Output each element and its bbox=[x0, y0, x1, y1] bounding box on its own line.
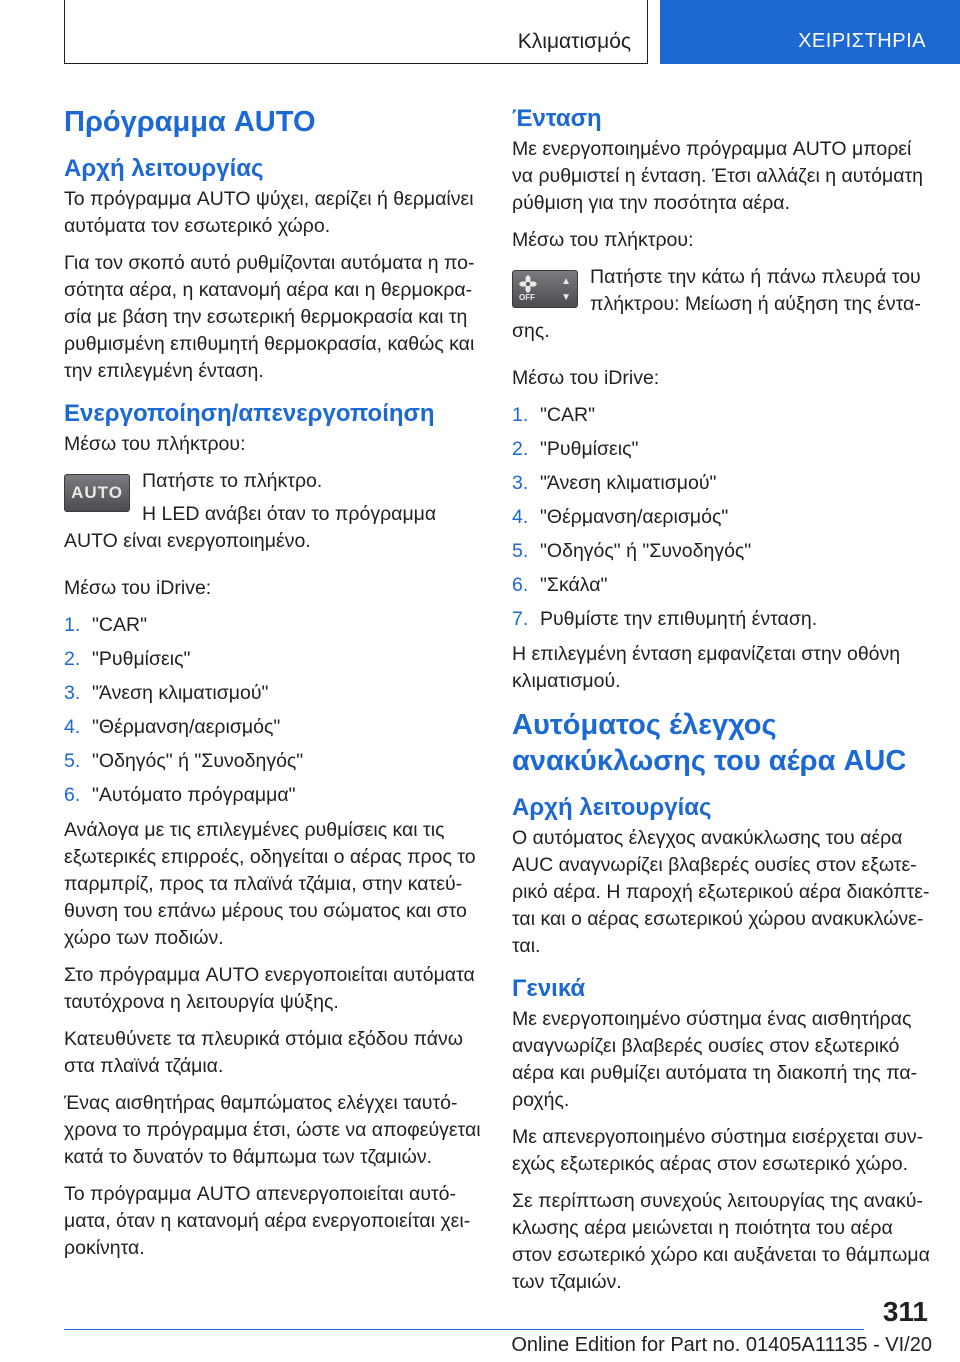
paragraph: Το πρόγραμμα AUTO ψύχει, αερίζει ή θερμαίνει αυτόματα τον εσωτερικό χώρο. bbox=[64, 188, 474, 237]
paragraph: Με ενεργοποιημένο σύστημα ένας αισθητήρας αναγνωρίζει βλαβερές ουσίες στον εξωτερικό αέρα και ρυθμίζει αυτόματα τη διακοπή της παροχής. bbox=[512, 1008, 918, 1111]
key-instruction: Πατήστε την κάτω ή πάνω πλευρά του πλήκτρου: Μείωση ή αύξηση της έντασης. bbox=[512, 266, 921, 342]
principle-heading: Αρχή λειτουργίας bbox=[64, 155, 264, 182]
list-item: 1. "CAR" bbox=[64, 614, 148, 636]
left-column bbox=[64, 100, 482, 1272]
arrow-down-icon: ▼ bbox=[561, 292, 571, 303]
paragraph: Ένας αισθητήρας θαμπώματος ελέγχει ταυτόχρονα το πρόγραμμα έτσι, ώστε να αποφεύγεται κατά το δυνατόν το θάμπωμα των τζαμιών. bbox=[64, 1092, 481, 1168]
paragraph: Σε περίπτωση συνεχούς λειτουργίας της ανακύκλωσης αέρα μειώνεται η ποιότητα του αέρα στον εσωτερικό χώρο και αυξάνεται το θάμπωμα των τζαμιών. bbox=[512, 1190, 930, 1293]
edition-note: Online Edition for Part no. 01405A11135 - VI/20 bbox=[511, 1334, 932, 1356]
fan-off-label: OFF bbox=[519, 293, 535, 302]
list-item: 6. "Αυτόματο πρόγραμμα" bbox=[64, 784, 296, 806]
header-chapter-tab bbox=[660, 0, 960, 64]
paragraph: Το πρόγραμμα AUTO απενεργοποιείται αυτόματα, όταν η κατανομή αέρα ενεργοποιείται χειροκίνητα. bbox=[64, 1183, 471, 1259]
auto-program-title: Πρόγραμμα AUTO bbox=[64, 106, 316, 138]
paragraph: Ανάλογα με τις επιλεγμένες ρυθμίσεις και τις εξωτερικές επιρροές, οδηγείται ο αέρας προς το παρμπρίζ, προς τα πλαϊνά τζάμια, στην κατεύθυνση του επάνω μέρους του σώματος και στο χώρο των ποδιών. bbox=[64, 819, 476, 949]
list-item: 2. "Ρυθμίσεις" bbox=[512, 438, 639, 460]
on-off-heading: Ενεργοποίηση/απενεργοποίηση bbox=[64, 400, 435, 427]
paragraph: Η επιλεγμένη ένταση εμφανίζεται στην οθόνη κλιματισμού. bbox=[512, 643, 901, 692]
list-item: 6. "Σκάλα" bbox=[512, 574, 608, 596]
right-column bbox=[512, 100, 932, 1306]
auc-title: Αυτόματος έλεγχος ανακύκλωσης του αέρα AUC bbox=[512, 709, 907, 777]
paragraph: Με απενεργοποιημένο σύστημα εισέρχεται συνεχώς εξωτερικός αέρας στον εσωτερικό χώρο. bbox=[512, 1126, 924, 1175]
fan-icon bbox=[519, 275, 537, 293]
list-item: 3. "Άνεση κλιματισμού" bbox=[512, 472, 717, 494]
via-idrive-label: Μέσω του iDrive: bbox=[64, 577, 212, 599]
key-led-note: Η LED ανάβει όταν το πρόγραμμα AUTO είναι ενεργοποιημένο. bbox=[64, 503, 437, 552]
list-item: 3. "Άνεση κλιματισμού" bbox=[64, 682, 269, 704]
fan-key-block bbox=[512, 264, 932, 351]
paragraph: Για τον σκοπό αυτό ρυθμίζονται αυτόματα η ποσότητα αέρα, η κατανομή αέρα και η θερμοκρασία με βάση την εσωτερική θερμοκρασία και τη ρυθμισμένη επιθυμητή θερμοκρασία, καθώς και την επιλεγμένη ένταση. bbox=[64, 252, 475, 382]
auto-button-icon bbox=[64, 474, 130, 512]
paragraph: Στο πρόγραμμα AUTO ενεργοποιείται αυτόματα ταυτόχρονα η λειτουργία ψύξης. bbox=[64, 964, 475, 1013]
idrive-steps-list bbox=[512, 402, 932, 633]
header-section-title: Κλιματισμός bbox=[517, 30, 631, 53]
footer-divider bbox=[64, 1329, 864, 1330]
list-item: 1. "CAR" bbox=[512, 404, 596, 426]
paragraph: Κατευθύνετε τα πλευρικά στόμια εξόδου πάνω στα πλαϊνά τζάμια. bbox=[64, 1028, 463, 1077]
list-item: 7. Ρυθμίστε την επιθυμητή ένταση. bbox=[512, 608, 818, 630]
auto-key-block bbox=[64, 468, 482, 561]
page-number: 311 bbox=[882, 1296, 928, 1327]
via-button-label: Μέσω του πλήκτρου: bbox=[512, 229, 694, 251]
via-button-label: Μέσω του πλήκτρου: bbox=[64, 433, 246, 455]
idrive-steps-list bbox=[64, 612, 482, 809]
header-section-tab bbox=[64, 0, 648, 64]
paragraph: Με ενεργοποιημένο πρόγραμμα AUTO μπορεί να ρυθμιστεί η ένταση. Έτσι αλλάζει η αυτόματη ρύθμιση για την ποσότητα αέρα. bbox=[512, 138, 924, 214]
list-item: 4. "Θέρμανση/αερισμός" bbox=[64, 716, 281, 738]
fan-intensity-button-icon bbox=[512, 270, 578, 308]
intensity-heading: Ένταση bbox=[512, 105, 602, 132]
arrow-up-icon: ▲ bbox=[561, 276, 571, 287]
list-item: 5. "Οδηγός" ή "Συνοδηγός" bbox=[512, 540, 752, 562]
header-chapter-title: ΧΕΙΡΙΣΤΗΡΙΑ bbox=[798, 30, 926, 52]
general-heading: Γενικά bbox=[512, 975, 586, 1002]
list-item: 4. "Θέρμανση/αερισμός" bbox=[512, 506, 729, 528]
paragraph: Ο αυτόματος έλεγχος ανακύκλωσης του αέρα AUC αναγνωρίζει βλαβερές ουσίες στον εξωτερικό αέρα. Η παροχή εξωτερικού αέρα διακόπτεται και ο αέρας εσωτερικού χώρου ανακυκλώνεται. bbox=[512, 827, 930, 957]
auto-button-label: AUTO bbox=[71, 483, 123, 502]
list-item: 5. "Οδηγός" ή "Συνοδηγός" bbox=[64, 750, 304, 772]
principle-heading: Αρχή λειτουργίας bbox=[512, 794, 712, 821]
list-item: 2. "Ρυθμίσεις" bbox=[64, 648, 191, 670]
key-instruction: Πατήστε το πλήκτρο. bbox=[142, 470, 323, 492]
via-idrive-label: Μέσω του iDrive: bbox=[512, 367, 660, 389]
